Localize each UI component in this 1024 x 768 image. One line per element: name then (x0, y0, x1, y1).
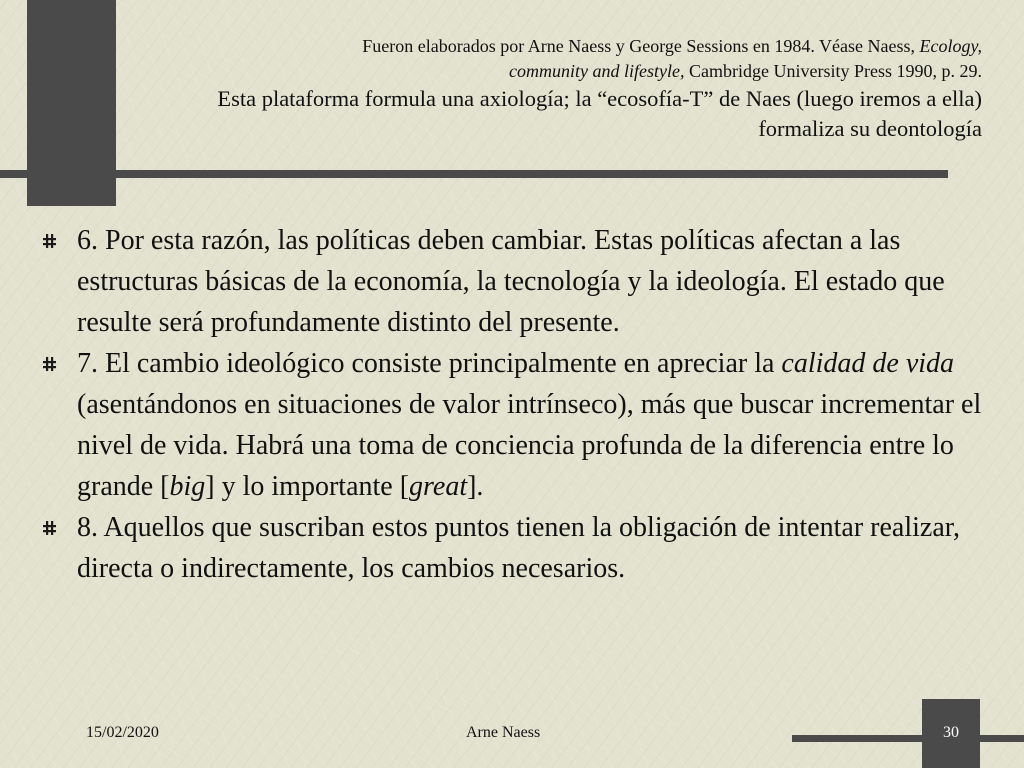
bullet-text-7-part-2: (asentándonos en situaciones de valor intrínseco), más que buscar incrementar el nivel de vida. Habrá una toma de conciencia profunda de la diferencia entre lo grande [ (77, 389, 982, 502)
italic-term-great: great (409, 471, 468, 502)
bullet-item-6 (42, 220, 987, 343)
italic-term-calidad-de-vida: calidad de vida (781, 348, 955, 379)
slide-header (130, 34, 982, 144)
citation-book-title-1: Ecology, (919, 36, 982, 56)
top-decor-line (0, 170, 948, 178)
italic-term-big: big (169, 471, 206, 502)
slide-title: Esta plataforma formula una axiología; la “ecosofía-T” de Naes (luego iremos a ella) formaliza su deontología (217, 86, 982, 141)
bottom-decor-line (792, 735, 1024, 742)
bullet-text-7-part-1: 7. El cambio ideológico consiste principalmente en apreciar la (77, 348, 782, 379)
footer-date: 15/02/2020 (86, 724, 159, 741)
header-citation (130, 34, 982, 84)
citation-text-2: Cambridge University Press 1990, p. 29. (684, 61, 982, 81)
hash-bullet-icon (42, 356, 57, 372)
footer-author: Arne Naess (466, 724, 541, 741)
page-number: 30 (943, 724, 959, 741)
citation-book-title-2: community and lifestyle, (509, 61, 685, 81)
hash-bullet-icon (42, 233, 57, 249)
bullet-item-7 (42, 343, 987, 507)
bullet-text-8: 8. Aquellos que suscriban estos puntos tienen la obligación de intentar realizar, directa o indirectamente, los cambios necesarios. (77, 512, 960, 584)
bullet-list (42, 220, 987, 589)
citation-text-1: Fueron elaborados por Arne Naess y George Sessions en 1984. Véase Naess, (362, 36, 920, 56)
bullet-text-7-part-4: ]. (467, 471, 484, 502)
bullet-text-6: 6. Por esta razón, las políticas deben cambiar. Estas políticas afectan a las estructuras básicas de la economía, la tecnología y la ideología. El estado que resulte será profundamente distinto del presente. (77, 225, 945, 338)
bullet-item-8 (42, 507, 987, 589)
bullet-text-7-part-3: ] y lo importante [ (205, 471, 410, 502)
hash-bullet-icon (42, 520, 57, 536)
